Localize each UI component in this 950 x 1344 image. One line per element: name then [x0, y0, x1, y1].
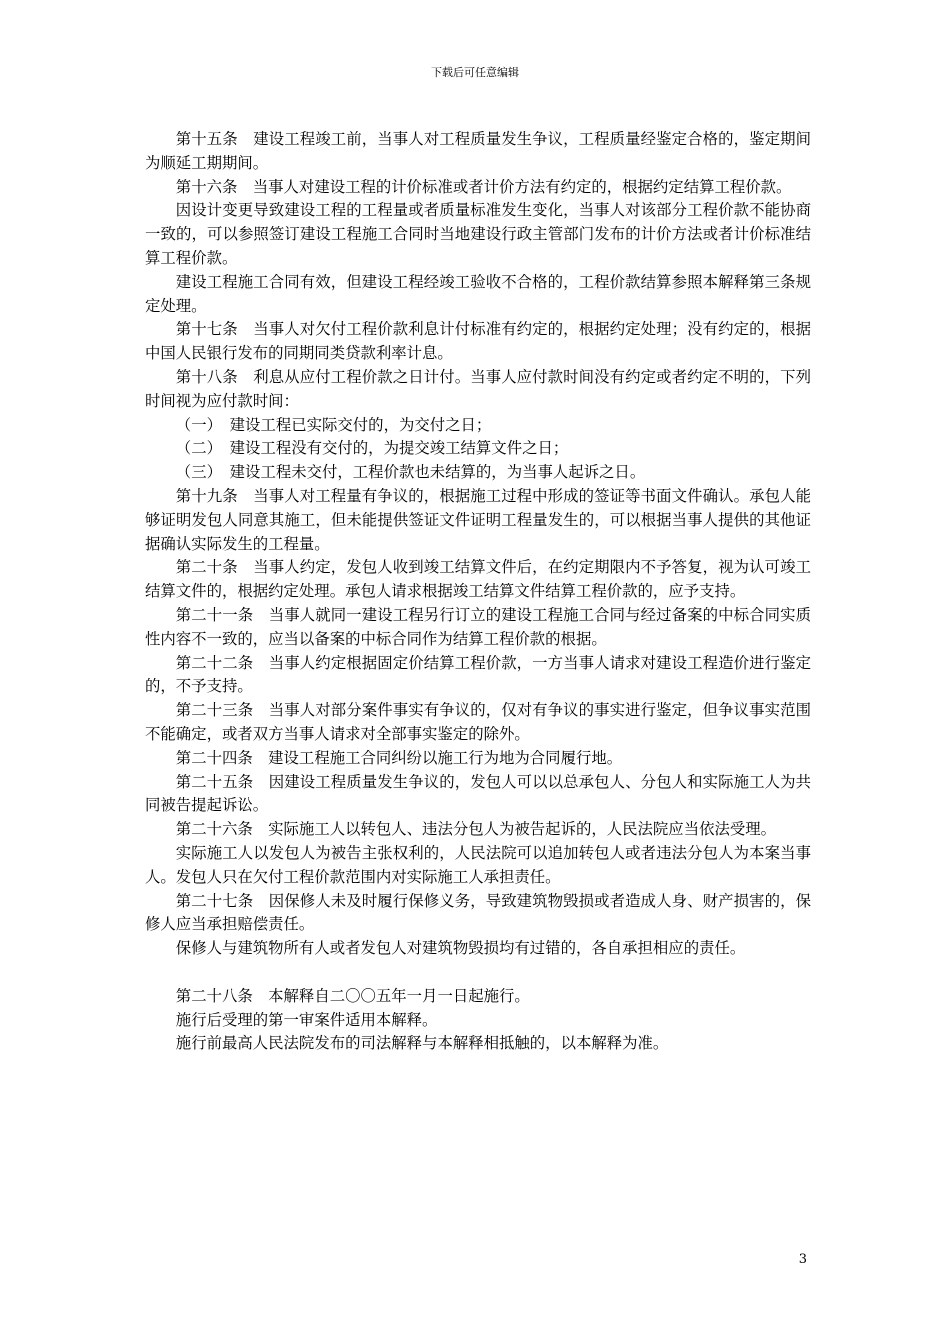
paragraph-article-24: 第二十四条 建设工程施工合同纠纷以施工行为地为合同履行地。: [175, 748, 623, 767]
paragraph-article-25: 第二十五条 因建设工程质量发生争议的，发包人可以以总承包人、分包人和实际施工人为共同被告提起诉讼。: [145, 772, 811, 815]
paragraph-article-20: 第二十条 当事人约定，发包人收到竣工结算文件后，在约定期限内不予答复，视为认可竣工结算文件的，根据约定处理。承包人请求根据竣工结算文件结算工程价款的，应予支持。: [145, 558, 811, 601]
paragraph-article-18: 第十八条 利息从应付工程价款之日计付。当事人应付款时间没有约定或者约定不明的，下列时间视为应付款时间：: [145, 367, 811, 410]
paragraph-article-26: 第二十六条 实际施工人以转包人、违法分包人为被告起诉的，人民法院应当依法受理。: [175, 820, 777, 839]
paragraph-article-21: 第二十一条 当事人就同一建设工程另行订立的建设工程施工合同与经过备案的中标合同实质性内容不一致的，应当以备案的中标合同作为结算工程价款的根据。: [145, 605, 811, 648]
paragraph-article-16-unqualified: 建设工程施工合同有效，但建设工程经竣工验收不合格的，工程价款结算参照本解释第三条规定处理。: [145, 272, 811, 315]
paragraph-article-23: 第二十三条 当事人对部分案件事实有争议的，仅对有争议的事实进行鉴定，但争议事实范围不能确定，或者双方当事人请求对全部事实鉴定的除外。: [145, 701, 811, 743]
paragraph-article-28-conflict: 施行前最高人民法院发布的司法解释与本解释相抵触的，以本解释为准。: [175, 1034, 669, 1053]
paragraph-article-28: 第二十八条 本解释自二〇〇五年一月一日起施行。: [175, 986, 530, 1005]
page-header: 下载后可任意编辑: [431, 66, 519, 79]
document-body: [145, 128, 811, 1056]
paragraph-article-16: 第十六条 当事人对建设工程的计价标准或者计价方法有约定的，根据约定结算工程价款。: [175, 177, 792, 196]
page-number: 3: [798, 1252, 807, 1267]
paragraph-article-15: 第十五条 建设工程竣工前，当事人对工程质量发生争议，工程质量经鉴定合格的，鉴定期间为顺延工期期间。: [145, 130, 811, 172]
paragraph-article-18-item-1: （一） 建设工程已实际交付的，为交付之日；: [175, 415, 492, 434]
paragraph-article-27-fault: 保修人与建筑物所有人或者发包人对建筑物毁损均有过错的，各自承担相应的责任。: [175, 939, 746, 958]
paragraph-article-17: 第十七条 当事人对欠付工程价款利息计付标准有约定的，根据约定处理；没有约定的，根据中国人民银行发布的同期同类贷款利率计息。: [145, 320, 811, 363]
paragraph-article-26-claim: 实际施工人以发包人为被告主张权利的，人民法院可以追加转包人或者违法分包人为本案当事人。发包人只在欠付工程价款范围内对实际施工人承担责任。: [145, 843, 811, 886]
paragraph-article-18-item-3: （三） 建设工程未交付，工程价款也未结算的，为当事人起诉之日。: [175, 463, 646, 482]
paragraph-article-18-item-2: （二） 建设工程没有交付的，为提交竣工结算文件之日；: [175, 439, 569, 458]
paragraph-article-27: 第二十七条 因保修人未及时履行保修义务，导致建筑物毁损或者造成人身、财产损害的，保修人应当承担赔偿责任。: [145, 891, 811, 934]
paragraph-article-22: 第二十二条 当事人约定根据固定价结算工程价款，一方当事人请求对建设工程造价进行鉴定的，不予支持。: [145, 653, 811, 696]
paragraph-article-16-design-change: 因设计变更导致建设工程的工程量或者质量标准发生变化，当事人对该部分工程价款不能协商一致的，可以参照签订建设工程施工合同时当地建设行政主管部门发布的计价方法或者计价标准结算工程价款。: [145, 201, 811, 267]
paragraph-article-19: 第十九条 当事人对工程量有争议的，根据施工过程中形成的签证等书面文件确认。承包人能够证明发包人同意其施工，但未能提供签证文件证明工程量发生的，可以根据当事人提供的其他证据确认实际发生的工程量。: [145, 486, 811, 553]
paragraph-article-28-first-instance: 施行后受理的第一审案件适用本解释。: [175, 1010, 438, 1029]
